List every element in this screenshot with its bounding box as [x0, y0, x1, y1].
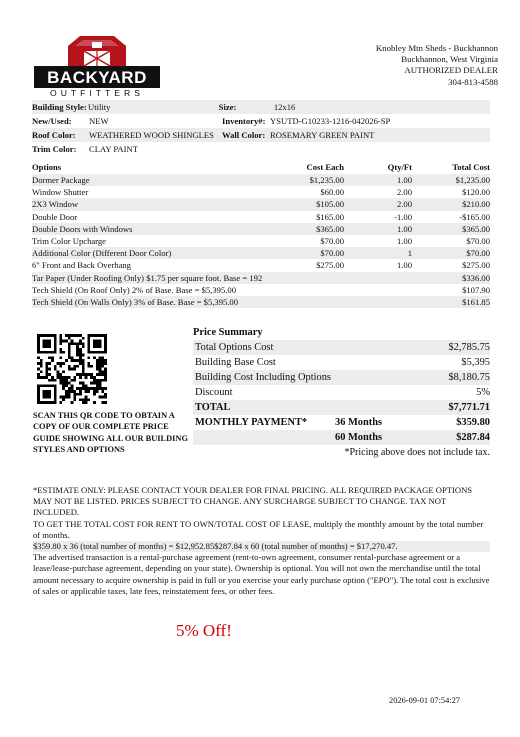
- option-row: [32, 296, 490, 308]
- total-label: TOTAL: [195, 402, 231, 413]
- info-row: [32, 142, 490, 156]
- months-60-label: 60 Months: [335, 432, 383, 443]
- option-total: $120.00: [462, 187, 490, 198]
- option-name: Dormer Package: [32, 175, 90, 186]
- header-cost: Cost Each: [306, 162, 344, 172]
- disclaimer: [33, 485, 490, 597]
- option-qty: 2.00: [396, 187, 412, 198]
- option-total: $365.00: [462, 223, 490, 234]
- monthly-row: [193, 430, 490, 445]
- total-options-label: Total Options Cost: [195, 342, 274, 353]
- option-name: Trim Color Upcharge: [32, 236, 106, 247]
- info-row: [32, 114, 490, 128]
- option-total: $1,235.00: [455, 175, 490, 186]
- price-summary: [193, 325, 490, 460]
- option-total: $275.00: [462, 260, 490, 271]
- months-36-value: $359.80: [456, 417, 490, 428]
- summary-row: [193, 355, 490, 370]
- building-info: [32, 100, 490, 156]
- timestamp: 2026-09-01 07:54:27: [389, 696, 460, 705]
- rto-instructions: TO GET THE TOTAL COST FOR RENT TO OWN/TOTAL COST OF LEASE, multiply the monthly amount by the total number of months.: [33, 518, 484, 540]
- tax-note: *Pricing above does not include tax.: [344, 447, 490, 458]
- dealer-name: Knobley Mtn Sheds - Buckhannon: [375, 43, 498, 53]
- trim-color-label: Trim Color:: [32, 144, 77, 154]
- option-qty: 2.00: [396, 199, 412, 210]
- option-name: Double Door: [32, 211, 78, 222]
- option-row: [32, 186, 490, 198]
- estimate-disclaimer: *ESTIMATE ONLY: PLEASE CONTACT YOUR DEALER FOR FINAL PRICING. ALL REQUIRED PACKAGE OPTIONS MAY NOT BE LISTED. PRICES SUBJECT TO CHANGE. ANY SURCHARGE SUBJECT TO CHANGE. TAX NOT INCLUDED.: [33, 485, 473, 518]
- logo-line1: BACKYARD: [47, 68, 147, 87]
- option-total: $70.00: [466, 248, 490, 259]
- backyard-outfitters-logo: [32, 32, 162, 98]
- option-row: [32, 284, 490, 296]
- info-row: [32, 128, 490, 142]
- building-style-label: Building Style:: [32, 102, 87, 112]
- inventory-label: Inventory#:: [222, 116, 266, 126]
- option-cost: $105.00: [316, 199, 344, 210]
- option-row: [32, 259, 490, 271]
- discount-value: 5%: [476, 387, 490, 398]
- dealer-location: Buckhannon, West Virginia: [401, 54, 498, 65]
- dealer-info: [376, 43, 498, 88]
- total-value: $7,771.71: [448, 402, 490, 413]
- header-qty: Qty/Ft: [387, 162, 412, 172]
- option-cost: $70.00: [320, 236, 344, 247]
- base-cost-value: $5,395: [461, 357, 490, 368]
- option-row: [32, 272, 490, 284]
- option-total: $336.00: [462, 272, 490, 283]
- option-qty: 1.00: [396, 260, 412, 271]
- dealer-phone: 304-813-4588: [448, 76, 498, 87]
- size-label: Size:: [218, 102, 237, 112]
- option-total: $70.00: [466, 236, 490, 247]
- header-total: Total Cost: [452, 162, 490, 172]
- option-qty: 1.00: [396, 175, 412, 186]
- monthly-row: [193, 415, 490, 430]
- option-row: [32, 235, 490, 247]
- option-row: [32, 198, 490, 210]
- discount-promo: 5% Off!: [176, 621, 232, 640]
- qr-instructions: SCAN THIS QR CODE TO OBTAIN A COPY OF OUR COMPLETE PRICE GUIDE SHOWING ALL OUR BUILDING STYLES AND OPTIONS: [33, 411, 188, 455]
- info-row: [32, 100, 490, 114]
- options-table: [32, 160, 490, 308]
- qr-code: [37, 334, 107, 404]
- header-options: Options: [32, 162, 62, 172]
- size-value: 12x16: [273, 102, 296, 112]
- option-cost: $60.00: [320, 187, 344, 198]
- months-36-label: 36 Months: [335, 417, 383, 428]
- rto-calculation: $359.80 x 36 (total number of months) = $12,952.85$287.84 x 60 (total number of months) = $17,270.47.: [33, 541, 490, 552]
- option-row: [32, 223, 490, 235]
- trim-color-value: CLAY PAINT: [89, 144, 138, 154]
- inventory-value: YSUTD-G10233-1216-042026-SP: [270, 116, 391, 126]
- option-cost: $1,235.00: [309, 175, 344, 186]
- months-60-value: $287.84: [456, 432, 490, 443]
- summary-row: [193, 385, 490, 400]
- option-cost: $70.00: [320, 248, 344, 259]
- building-style-value: Utility: [88, 102, 111, 112]
- option-row: [32, 247, 490, 259]
- total-options-value: $2,785.75: [448, 342, 490, 353]
- agreement-text: The advertised transaction is a rental-purchase agreement (rent-to-own agreement, consumer rental-purchase agreement or a lease/lease-purchase agreement, depending on your state). Ownership is optional. You will not own the merchandise until the total amount necessary to acquire ownership is paid in full or you exercise your early purchase option ("EPO"). The total cost is exclusive of sales or applicable taxes, late fees, reinstatement fees, or other fees.: [33, 552, 490, 596]
- summary-row: [193, 400, 490, 415]
- monthly-label: MONTHLY PAYMENT*: [195, 417, 308, 428]
- option-total: $107.90: [462, 284, 490, 295]
- new-used-value: NEW: [89, 116, 109, 126]
- option-qty: 1.00: [396, 223, 412, 234]
- new-used-label: New/Used:: [32, 116, 72, 126]
- options-header: [32, 160, 490, 174]
- option-cost: $275.00: [316, 260, 344, 271]
- roof-color-value: WEATHERED WOOD SHINGLES: [89, 130, 214, 140]
- option-row: [32, 211, 490, 223]
- cost-including-options-label: Building Cost Including Options: [195, 372, 331, 383]
- logo-line2: OUTFITTERS: [50, 88, 144, 98]
- summary-row: [193, 340, 490, 355]
- option-name: 6" Front and Back Overhang: [32, 260, 131, 271]
- option-name: Tech Shield (On Walls Only) 3% of Base. Base = $5,395.00: [32, 296, 239, 307]
- option-name: Window Shutter: [32, 187, 89, 198]
- option-cost: $165.00: [316, 211, 344, 222]
- option-qty: 1.00: [396, 236, 412, 247]
- option-name: Additional Color (Different Door Color): [32, 248, 172, 259]
- discount-label: Discount: [195, 387, 233, 398]
- price-summary-title: Price Summary: [193, 327, 263, 338]
- option-name: Double Doors with Windows: [32, 223, 133, 234]
- option-cost: $365.00: [316, 223, 344, 234]
- option-qty: 1: [407, 248, 412, 259]
- summary-row: [193, 370, 490, 385]
- option-name: 2X3 Window: [32, 199, 79, 210]
- option-row: [32, 174, 490, 186]
- dealer-type: AUTHORIZED DEALER: [404, 65, 498, 76]
- roof-color-label: Roof Color:: [32, 130, 76, 140]
- option-name: Tech Shield (On Roof Only) 2% of Base. Base = $5,395.00: [32, 284, 237, 295]
- wall-color-label: Wall Color:: [222, 130, 266, 140]
- option-total: $210.00: [462, 199, 490, 210]
- cost-including-options-value: $8,180.75: [448, 372, 490, 383]
- option-qty: -1.00: [394, 211, 412, 222]
- wall-color-value: ROSEMARY GREEN PAINT: [270, 130, 375, 140]
- option-name: Tar Paper (Under Roofing Only) $1.75 per square foot. Base = 192: [32, 272, 263, 283]
- option-total: -$165.00: [459, 211, 490, 222]
- base-cost-label: Building Base Cost: [195, 357, 276, 368]
- option-total: $161.85: [462, 296, 490, 307]
